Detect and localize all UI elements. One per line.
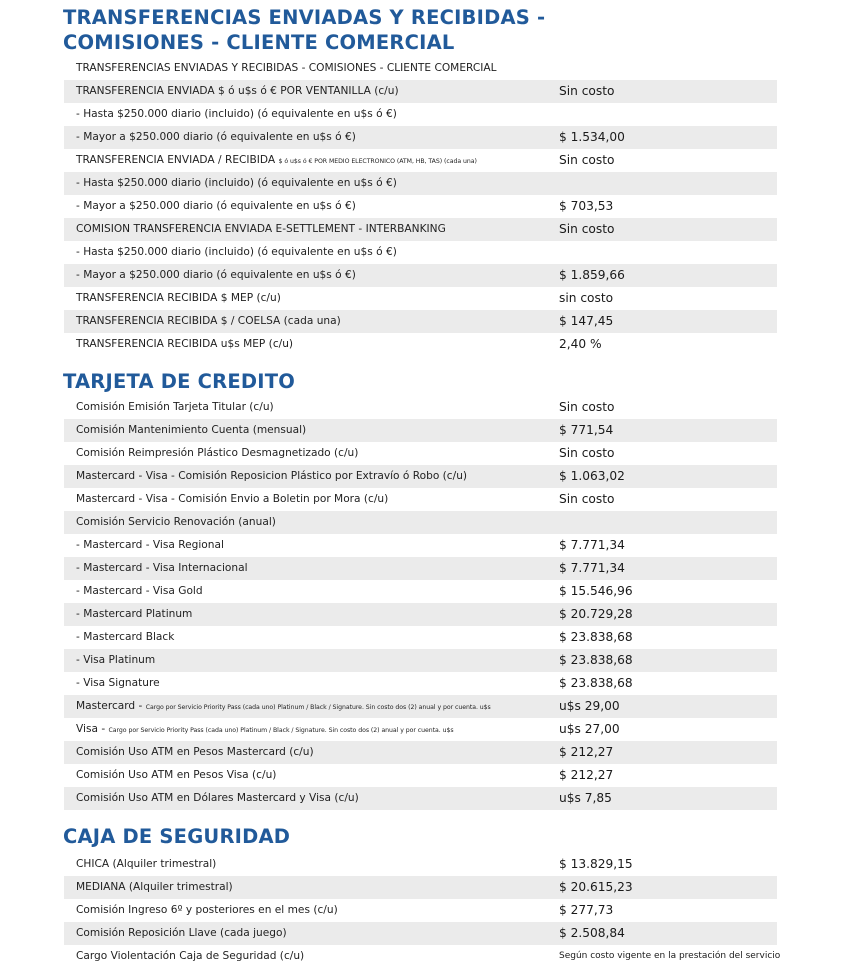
- fee-value: $ 23.838,68: [559, 653, 633, 667]
- fee-row: [64, 649, 777, 672]
- fee-value: Sin costo: [559, 153, 615, 167]
- table-caja: [64, 853, 781, 968]
- fee-label: [76, 149, 477, 173]
- fee-value: $ 212,27: [559, 745, 614, 759]
- fee-label: [76, 103, 397, 126]
- fee-value: u$s 7,85: [559, 791, 612, 805]
- fee-label-text: - Mayor a $250.000 diario (ó equivalente en u$s ó €): [76, 131, 356, 143]
- fee-label: [76, 511, 276, 534]
- table-tarjeta: [64, 396, 777, 810]
- fee-label-text: CHICA (Alquiler trimestral): [76, 858, 217, 870]
- table-transferencias: [64, 57, 777, 356]
- fee-label-text: COMISION TRANSFERENCIA ENVIADA E-SETTLEMENT - INTERBANKING: [76, 223, 446, 235]
- fee-label: [76, 899, 338, 922]
- fee-label-text: Comisión Servicio Renovación (anual): [76, 516, 276, 528]
- fee-value: Sin costo: [559, 492, 615, 506]
- fee-row: [64, 899, 777, 922]
- section-title-line2: COMISIONES - CLIENTE COMERCIAL: [63, 31, 455, 54]
- fee-label: [76, 396, 274, 419]
- section-title-caja: [63, 824, 290, 849]
- fee-label: [76, 172, 397, 195]
- fee-label-text: TRANSFERENCIA RECIBIDA $ MEP (c/u): [76, 292, 281, 304]
- fee-value: $ 1.063,02: [559, 469, 625, 483]
- fee-label: [76, 764, 276, 787]
- fee-label: [76, 195, 356, 218]
- fee-label: [76, 626, 174, 649]
- fee-value: u$s 27,00: [559, 722, 620, 736]
- fee-value: Sin costo: [559, 222, 615, 236]
- fee-label-text: - Mastercard - Visa Internacional: [76, 562, 248, 574]
- fee-row: [64, 195, 777, 218]
- fee-value: $ 23.838,68: [559, 630, 633, 644]
- fee-label-text: TRANSFERENCIA RECIBIDA $ / COELSA (cada una): [76, 315, 341, 327]
- fee-label-text: - Visa Platinum: [76, 654, 156, 666]
- fee-label-text: Comisión Reimpresión Plástico Desmagnetizado (c/u): [76, 447, 359, 459]
- fee-value: Según costo vigente en la prestación del servicio: [559, 951, 781, 961]
- fee-value: $ 7.771,34: [559, 538, 625, 552]
- fee-row: [64, 218, 777, 241]
- fee-row: [64, 333, 777, 356]
- section-title-line1: CAJA DE SEGURIDAD: [63, 825, 291, 848]
- fee-value: $ 13.829,15: [559, 857, 633, 871]
- fee-label-text: TRANSFERENCIA ENVIADA $ ó u$s ó € POR VENTANILLA (c/u): [76, 85, 399, 97]
- fee-label: [76, 741, 314, 764]
- fee-value: $ 147,45: [559, 314, 614, 328]
- fee-value: $ 23.838,68: [559, 676, 633, 690]
- fee-row: [64, 764, 777, 787]
- fee-row: [64, 534, 777, 557]
- fee-label-text: - Mastercard - Visa Gold: [76, 585, 203, 597]
- fee-row: [64, 876, 777, 899]
- fee-value: Sin costo: [559, 400, 615, 414]
- fee-label: [76, 672, 160, 695]
- fee-label-detail: Cargo por Servicio Priority Pass (cada uno) Platinum / Black / Signature. Sin costo dos (2) anual y por cuenta. u$s: [108, 726, 454, 734]
- fee-label-text: Comisión Reposición Llave (cada juego): [76, 927, 287, 939]
- fee-row: [64, 149, 777, 172]
- fee-label-text: TRANSFERENCIAS ENVIADAS Y RECIBIDAS - COMISIONES - CLIENTE COMERCIAL: [76, 62, 497, 74]
- section-title-line1: TARJETA DE CREDITO: [63, 370, 296, 393]
- fee-row: [64, 488, 777, 511]
- fee-value: 2,40 %: [559, 337, 602, 351]
- fee-row: [64, 396, 777, 419]
- fee-label-detail: $ ó u$s ó € POR MEDIO ELECTRONICO (ATM, HB, TAS) (cada una): [278, 157, 477, 165]
- fee-label: [76, 465, 467, 488]
- fee-label: [76, 488, 388, 511]
- fee-label-text: Comisión Uso ATM en Dólares Mastercard y Visa (c/u): [76, 792, 359, 804]
- fee-label: [76, 534, 224, 557]
- fee-label: [76, 80, 399, 103]
- fee-label-text: - Hasta $250.000 diario (incluido) (ó equivalente en u$s ó €): [76, 177, 397, 189]
- fee-row: [64, 580, 777, 603]
- fee-label: [76, 333, 293, 356]
- section-title-line1: TRANSFERENCIAS ENVIADAS Y RECIBIDAS -: [63, 6, 546, 29]
- fee-label-text: Mastercard -: [76, 699, 146, 712]
- fee-row: [64, 695, 777, 718]
- fee-row: [64, 264, 777, 287]
- fee-label: [76, 287, 281, 310]
- fee-label-text: Comisión Uso ATM en Pesos Mastercard (c/u): [76, 746, 314, 758]
- fee-row: [64, 172, 777, 195]
- fee-value: $ 15.546,96: [559, 584, 633, 598]
- fee-label: [76, 945, 304, 968]
- fee-label-text: Comisión Mantenimiento Cuenta (mensual): [76, 424, 307, 436]
- fee-label-text: TRANSFERENCIA ENVIADA / RECIBIDA: [76, 153, 279, 166]
- fee-value: $ 1.859,66: [559, 268, 625, 282]
- fee-label: [76, 853, 216, 876]
- fee-row: [64, 442, 777, 465]
- fee-label: [76, 57, 497, 80]
- fee-row: [64, 57, 777, 80]
- fee-label: [76, 649, 155, 672]
- fee-row: [64, 603, 777, 626]
- fee-value: $ 20.615,23: [559, 880, 633, 894]
- fee-label-text: Comisión Uso ATM en Pesos Visa (c/u): [76, 769, 277, 781]
- fee-label: [76, 442, 358, 465]
- section-title-transferencias: [63, 5, 545, 55]
- fee-label: [76, 218, 446, 241]
- fee-row: [64, 241, 777, 264]
- fee-label-text: - Mastercard Black: [76, 631, 175, 643]
- fee-value: $ 1.534,00: [559, 130, 625, 144]
- fee-row: [64, 126, 777, 149]
- fee-value: $ 771,54: [559, 423, 614, 437]
- fee-row: [64, 741, 777, 764]
- fee-label-text: Cargo Violentación Caja de Seguridad (c/u): [76, 950, 305, 962]
- fee-label: [76, 241, 397, 264]
- fee-row: [64, 465, 777, 488]
- fee-value: $ 7.771,34: [559, 561, 625, 575]
- fee-label-text: Visa -: [76, 722, 109, 735]
- fee-row: [64, 853, 777, 876]
- fee-value: $ 2.508,84: [559, 926, 625, 940]
- fee-value: Sin costo: [559, 446, 615, 460]
- fee-label-text: - Hasta $250.000 diario (incluido) (ó equivalente en u$s ó €): [76, 246, 397, 258]
- fee-value: sin costo: [559, 291, 614, 305]
- fee-label: [76, 264, 356, 287]
- fee-label: [76, 787, 359, 810]
- fee-row: [64, 80, 777, 103]
- fee-label-text: - Mastercard Platinum: [76, 608, 193, 620]
- fee-row: [64, 718, 777, 741]
- fee-label-text: Comisión Ingreso 6º y posteriores en el mes (c/u): [76, 904, 338, 916]
- fee-label: [76, 876, 233, 899]
- fee-value: $ 703,53: [559, 199, 614, 213]
- fee-label-text: Comisión Emisión Tarjeta Titular (c/u): [76, 401, 274, 413]
- fee-row: [64, 287, 777, 310]
- fee-label-text: TRANSFERENCIA RECIBIDA u$s MEP (c/u): [76, 338, 294, 350]
- fee-label: [76, 310, 341, 333]
- fee-label: [76, 922, 287, 945]
- fee-label-detail: Cargo por Servicio Priority Pass (cada uno) Platinum / Black / Signature. Sin costo dos (2) anual y por cuenta. u$s: [145, 703, 491, 711]
- fee-label-text: MEDIANA (Alquiler trimestral): [76, 881, 233, 893]
- fee-label-text: - Visa Signature: [76, 677, 160, 689]
- fee-row: [64, 626, 777, 649]
- fee-value: Sin costo: [559, 84, 615, 98]
- fee-label-text: - Mayor a $250.000 diario (ó equivalente en u$s ó €): [76, 269, 356, 281]
- section-title-tarjeta: [63, 369, 295, 394]
- fee-row: [64, 922, 777, 945]
- fee-label-text: Mastercard - Visa - Comisión Envio a Boletin por Mora (c/u): [76, 493, 389, 505]
- fee-row: [64, 672, 777, 695]
- fee-label-text: - Hasta $250.000 diario (incluido) (ó equivalente en u$s ó €): [76, 108, 397, 120]
- fee-label-text: Mastercard - Visa - Comisión Reposicion Plástico por Extravío ó Robo (c/u): [76, 470, 468, 482]
- fee-label-text: - Mayor a $250.000 diario (ó equivalente en u$s ó €): [76, 200, 356, 212]
- fee-row: [64, 787, 777, 810]
- fee-value: $ 212,27: [559, 768, 614, 782]
- fee-row: [64, 103, 777, 126]
- fee-value: $ 277,73: [559, 903, 614, 917]
- fee-row: [64, 511, 777, 534]
- fee-label: [76, 718, 454, 742]
- fee-label: [76, 695, 491, 719]
- fee-row: [64, 557, 777, 580]
- fee-label: [76, 603, 192, 626]
- fee-value: u$s 29,00: [559, 699, 620, 713]
- fee-value: $ 20.729,28: [559, 607, 633, 621]
- fee-row: [64, 945, 781, 968]
- fee-label-text: - Mastercard - Visa Regional: [76, 539, 224, 551]
- fee-row: [64, 419, 777, 442]
- fee-label: [76, 419, 306, 442]
- fee-label: [76, 580, 203, 603]
- fee-row: [64, 310, 777, 333]
- fee-label: [76, 557, 248, 580]
- fee-label: [76, 126, 356, 149]
